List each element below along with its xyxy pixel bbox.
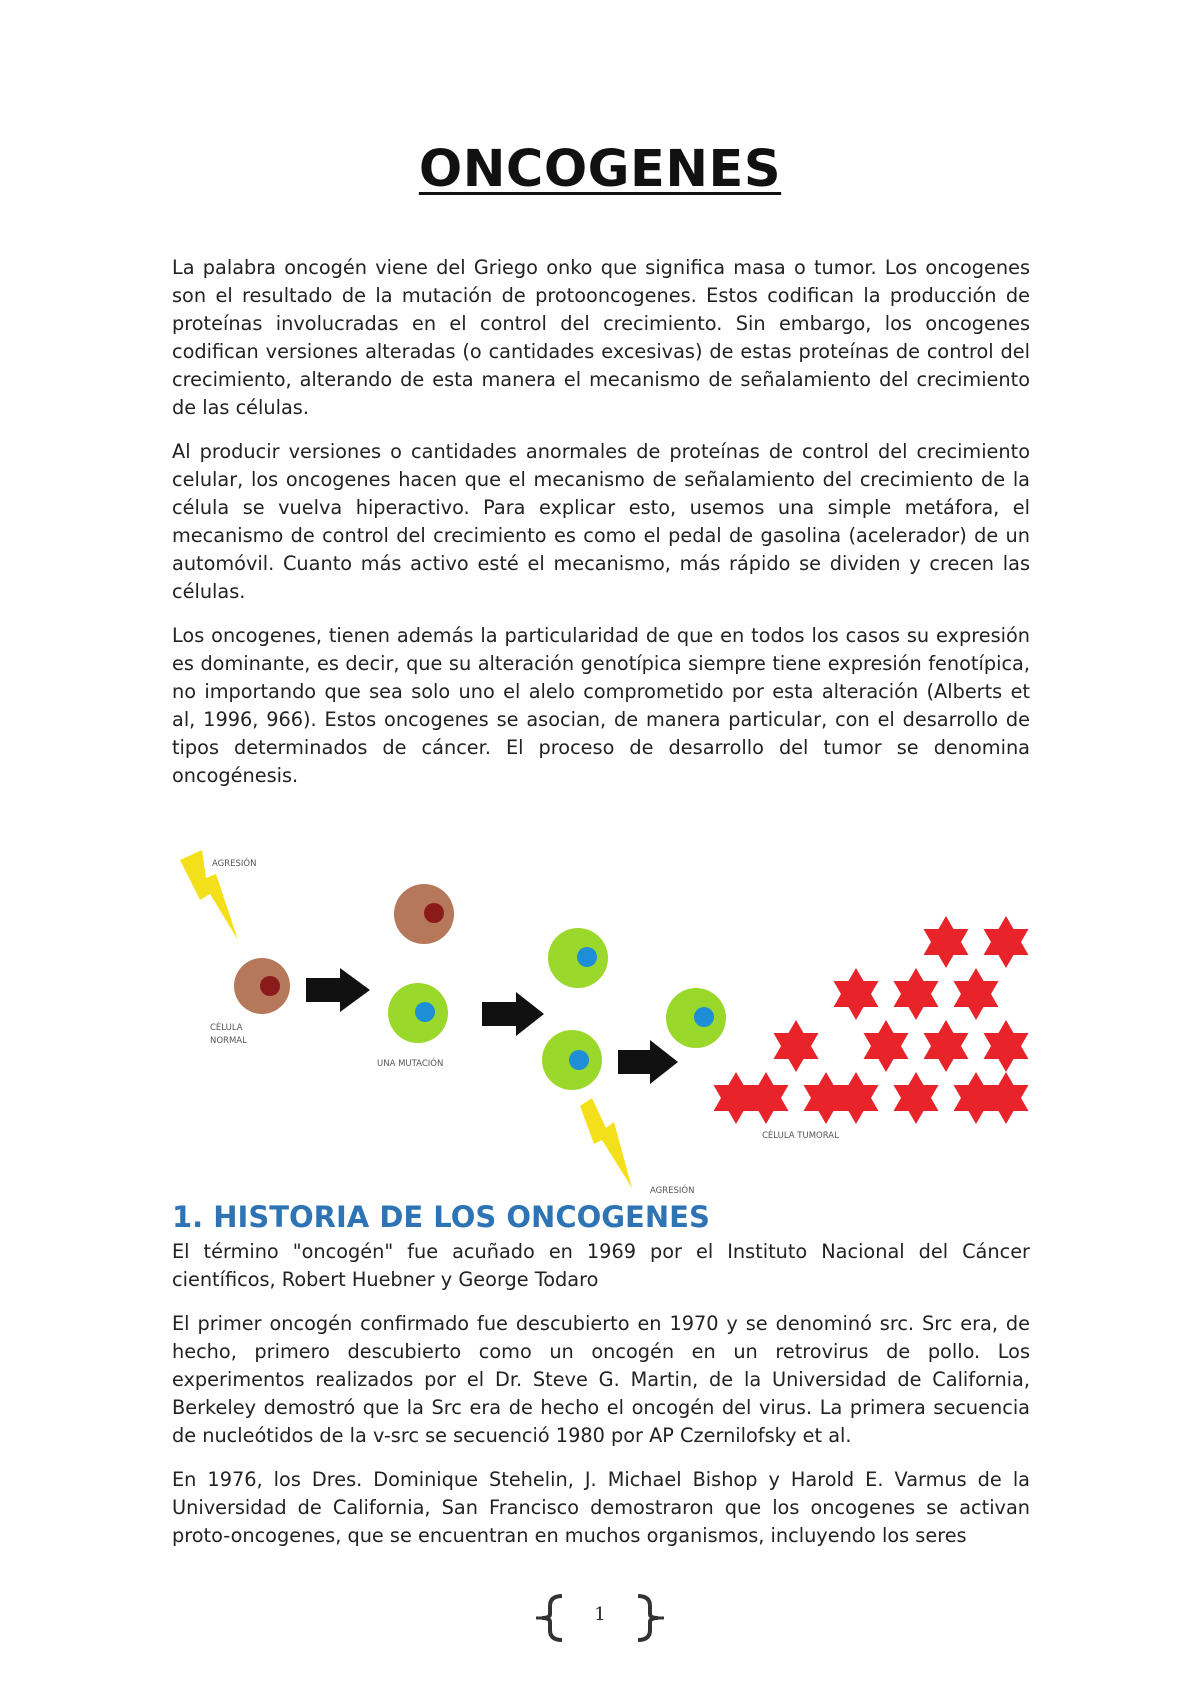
cell-nucleus (260, 976, 280, 996)
normal-cell (394, 884, 454, 944)
paragraph: En 1976, los Dres. Dominique Stehelin, J. Michael Bishop y Harold E. Varmus de la Universidad de California, San Francisco demostraron que los oncogenes se activan proto-oncogenes, que se encuentran en muchos organismos, incluyendo los seres (172, 1468, 1030, 1547)
paragraph: Al producir versiones o cantidades anormales de proteínas de control del crecimiento celular, los oncogenes hacen que el mecanismo de señalamiento del crecimiento de la célula se vuelva hiperactivo. Para explicar esto, usemos una simple metáfora, el mecanismo de control del crecimiento es como el pedal de gasolina (acelerador) de un automóvil. Cuanto más activo esté el mecanismo, más rápido se dividen y crecen las células. (172, 440, 1030, 603)
cell-nucleus (424, 903, 444, 923)
mutation-label: UNA MUTACIÓN (377, 1059, 444, 1069)
cell-nucleus (415, 1002, 435, 1022)
section-heading: 1. HISTORIA DE LOS ONCOGENES (172, 1200, 710, 1234)
arrow-right-icon (306, 968, 370, 1012)
normal-cell-label: NORMAL (210, 1036, 247, 1046)
history-text (172, 1238, 1030, 1566)
arrow-right-icon (482, 992, 544, 1036)
lightning-bolt-icon (580, 1098, 632, 1188)
paragraph: La palabra oncogén viene del Griego onko que significa masa o tumor. Los oncogenes son el resultado de la mutación de protooncogenes. Estos codifican la producción de proteínas involucradas en el control del crecimiento. Sin embargo, los oncogenes codifican versiones alteradas (o cantidades excesivas) de estas proteínas de control del crecimiento, alterando de esta manera el mecanismo de señalamiento del crecimiento de las células. (172, 256, 1030, 419)
oncogenesis-figure (172, 838, 1030, 1194)
intro-text (172, 254, 1030, 806)
paragraph: Los oncogenes, tienen además la particularidad de que en todos los casos su expresión es dominante, es decir, que su alteración genotípica siempre tiene expresión fenotípica, no importando que sea solo uno el alelo comprometido por esta alteración (Alberts et al, 1996, 966). Estos oncogenes se asocian, de manera particular, con el desarrollo de tipos determinados de cáncer. El proceso de desarrollo del tumor se denomina oncogénesis. (172, 624, 1030, 787)
page-number: 1 (594, 1604, 606, 1625)
aggression-label-top: AGRESIÓN (212, 859, 257, 869)
cell-nucleus (577, 947, 597, 967)
cell-nucleus (694, 1007, 714, 1027)
arrow-right-icon (618, 1040, 678, 1084)
page-title: ONCOGENES (418, 140, 782, 199)
normal-cell-label: CÉLULA (210, 1023, 243, 1033)
paragraph: El término "oncogén" fue acuñado en 1969 por el Instituto Nacional del Cáncer científicos, Robert Huebner y George Todaro (172, 1240, 1030, 1291)
tumor-cluster (714, 916, 1029, 1124)
aggression-label-bottom: AGRESIÓN (650, 1186, 695, 1194)
tumor-cell-label: CÉLULA TUMORAL (762, 1131, 839, 1141)
paragraph: El primer oncogén confirmado fue descubierto en 1970 y se denominó src. Src era, de hecho, primero descubierto como un oncogén en un retrovirus de pollo. Los experimentos realizados por el Dr. Steve G. Martin, de la Universidad de California, Berkeley demostró que la Src era de hecho el oncogén del virus. La primera secuencia de nucleótidos de la v-src se secuenció 1980 por AP Czernilofsky et al. (172, 1312, 1030, 1447)
cell-nucleus (569, 1050, 589, 1070)
